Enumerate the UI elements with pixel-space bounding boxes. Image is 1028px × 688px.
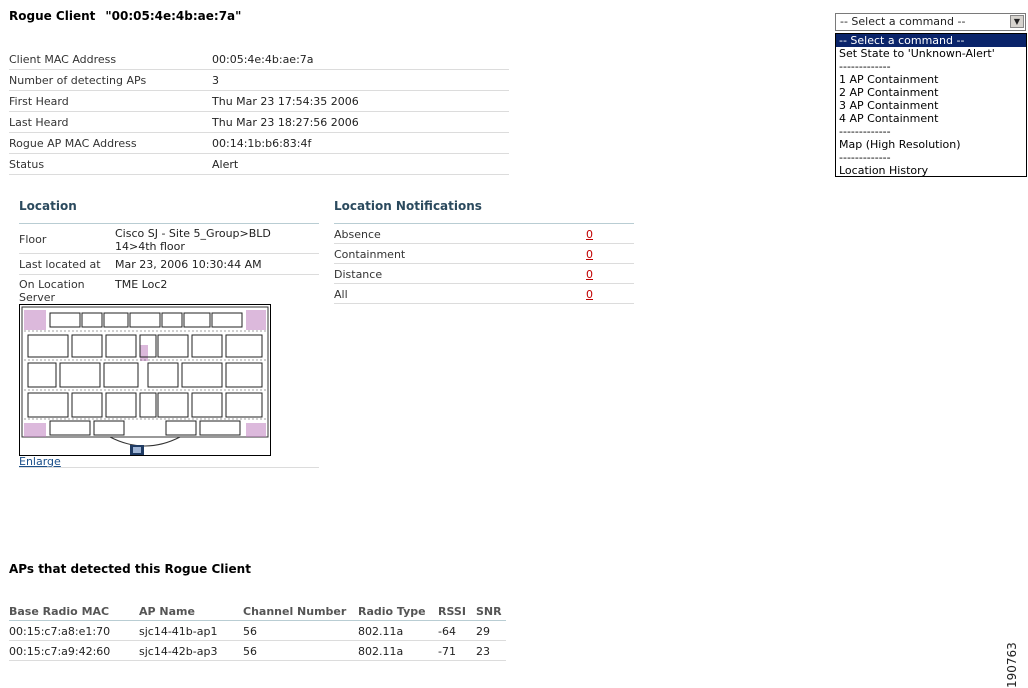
table-cell: sjc14-42b-ap3 — [139, 645, 218, 658]
summary-label: Number of detecting APs — [9, 74, 147, 87]
notification-label: All — [334, 288, 348, 301]
notification-label: Absence — [334, 228, 381, 241]
command-dropdown-list — [835, 33, 1027, 177]
command-option-separator: ------------- — [839, 151, 891, 164]
location-label: Last located at — [19, 258, 101, 271]
summary-value: 3 — [212, 74, 219, 87]
table-cell: sjc14-41b-ap1 — [139, 625, 218, 638]
notification-count-link[interactable]: 0 — [586, 228, 593, 241]
command-option[interactable]: Location History — [839, 164, 929, 177]
enlarge-link[interactable]: Enlarge — [19, 455, 61, 468]
floor-plan-image — [20, 305, 270, 455]
column-header: Base Radio MAC — [9, 605, 110, 618]
page-title-label: Rogue Client — [9, 9, 96, 23]
summary-row — [9, 133, 509, 154]
table-cell: 802.11a — [358, 625, 404, 638]
notifications-table — [334, 224, 634, 304]
column-header: RSSI — [438, 605, 466, 618]
summary-label: Status — [9, 158, 45, 171]
table-cell: 23 — [476, 645, 490, 658]
notification-label: Distance — [334, 268, 383, 281]
location-row-floor — [19, 224, 319, 254]
location-heading: Location — [19, 199, 77, 213]
command-option[interactable]: 1 AP Containment — [839, 73, 939, 86]
table-row — [9, 621, 506, 641]
aps-table — [9, 603, 506, 661]
command-select[interactable] — [835, 13, 1026, 31]
summary-value: Alert — [212, 158, 239, 171]
location-table — [19, 224, 319, 304]
table-cell: 802.11a — [358, 645, 404, 658]
command-option[interactable]: -- Select a command -- — [836, 34, 1026, 47]
command-option[interactable]: 3 AP Containment — [839, 99, 939, 112]
notification-row — [334, 244, 634, 264]
page-title — [9, 9, 241, 23]
notification-row — [334, 264, 634, 284]
location-value: Mar 23, 2006 10:30:44 AM — [115, 258, 262, 271]
location-row-last-located — [19, 254, 319, 275]
summary-label: First Heard — [9, 95, 69, 108]
notification-count-link[interactable]: 0 — [586, 268, 593, 281]
notification-count-link[interactable]: 0 — [586, 248, 593, 261]
table-cell: 56 — [243, 625, 257, 638]
summary-label: Rogue AP MAC Address — [9, 137, 137, 150]
column-header: SNR — [476, 605, 502, 618]
notification-row — [334, 224, 634, 244]
chevron-down-icon[interactable]: ▼ — [1010, 15, 1024, 28]
enlarge-divider — [19, 467, 319, 468]
figure-id — [1005, 612, 1021, 688]
column-header: Channel Number — [243, 605, 347, 618]
command-select-value: -- Select a command -- — [840, 15, 966, 28]
figure-id-text: 190763 — [1005, 642, 1019, 688]
table-cell: -71 — [438, 645, 456, 658]
command-option[interactable]: Map (High Resolution) — [839, 138, 961, 151]
summary-value: 00:05:4e:4b:ae:7a — [212, 53, 314, 66]
command-option-separator: ------------- — [839, 60, 891, 73]
table-cell: 00:15:c7:a8:e1:70 — [9, 625, 111, 638]
notification-row — [334, 284, 634, 304]
location-value: TME Loc2 — [115, 278, 168, 291]
command-option-separator: ------------- — [839, 125, 891, 138]
table-cell: 56 — [243, 645, 257, 658]
command-option[interactable]: Set State to 'Unknown-Alert' — [839, 47, 995, 60]
summary-row — [9, 49, 509, 70]
floor-map-thumbnail[interactable] — [19, 304, 271, 456]
client-summary-table — [9, 49, 509, 175]
summary-value: Thu Mar 23 18:27:56 2006 — [212, 116, 359, 129]
summary-value: Thu Mar 23 17:54:35 2006 — [212, 95, 359, 108]
location-value: Cisco SJ - Site 5_Group>BLD 14>4th floor — [115, 227, 271, 253]
notification-count-link[interactable]: 0 — [586, 288, 593, 301]
column-header: AP Name — [139, 605, 195, 618]
location-label: Floor — [19, 233, 47, 246]
summary-row — [9, 91, 509, 112]
location-row-server — [19, 275, 319, 304]
table-header — [9, 603, 506, 621]
table-cell: 29 — [476, 625, 490, 638]
notification-label: Containment — [334, 248, 406, 261]
location-label: On Location Server — [19, 278, 85, 304]
command-option[interactable]: 2 AP Containment — [839, 86, 939, 99]
page-title-mac: "00:05:4e:4b:ae:7a" — [105, 9, 242, 23]
command-option[interactable]: 4 AP Containment — [839, 112, 939, 125]
location-notifications-heading: Location Notifications — [334, 199, 482, 213]
summary-row — [9, 112, 509, 133]
column-header: Radio Type — [358, 605, 426, 618]
summary-label: Client MAC Address — [9, 53, 117, 66]
aps-section-title: APs that detected this Rogue Client — [9, 562, 251, 576]
table-cell: 00:15:c7:a9:42:60 — [9, 645, 111, 658]
summary-row — [9, 70, 509, 91]
summary-row — [9, 154, 509, 175]
table-row — [9, 641, 506, 661]
summary-value: 00:14:1b:b6:83:4f — [212, 137, 312, 150]
summary-label: Last Heard — [9, 116, 69, 129]
table-cell: -64 — [438, 625, 456, 638]
